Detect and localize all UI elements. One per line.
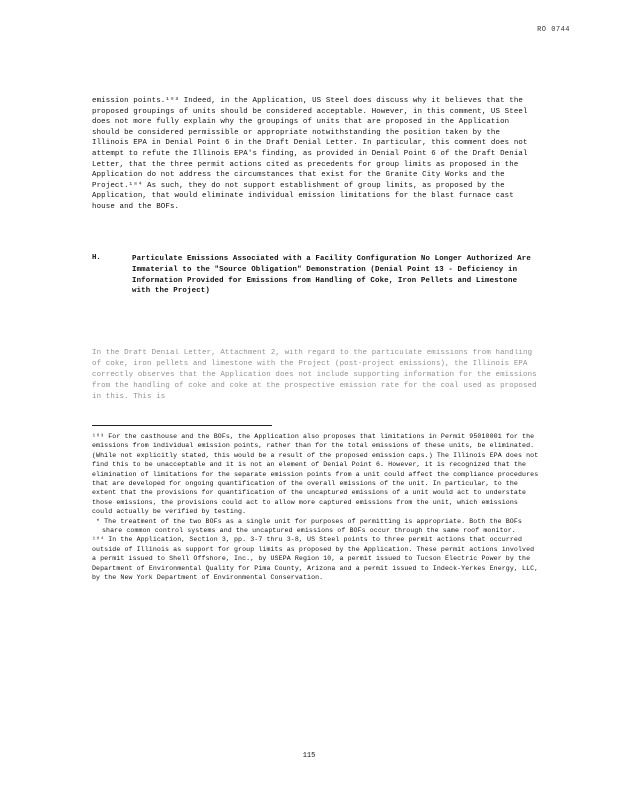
footnote-184: ¹⁸⁴ In the Application, Section 3, pp. 3-7 thru 3-8, US Steel points to three permit actions that occurred outside of Illinois as support for group limits as proposed by the Application. These permit actions involved a permit issued to Shell Offshore, Inc., by USEPA Region 10, a permit issued to Tucson Electric Power by the Department of Environmental Quality for Pima County, Arizona and a permit issued to Indeck-Yerkes Energy, LLC, by the New York Department of Environmental Conservation. [92,536,539,582]
document-code: RO 0744 [537,26,570,34]
body-paragraph: emission points.¹⁸³ Indeed, in the Application, US Steel does discuss why it believes that the proposed groupings of units should be considered acceptable. However, in this comment, US Steel does not more fully explain why the groupings of units that are proposed in the Application should be considered permissible or appropriate notwithstanding the position taken by the Illinois EPA in Denial Point 6 in the Draft Denial Letter. In particular, this comment does not attempt to refute the Illinois EPA's finding, as provided in Denial Point 6 of the Draft Denial Letter, that the three permit actions cited as precedents for group limits as proposed in the Application do not address the circumstances that exist for the Granite City Works and the Project.¹⁸⁴ As such, they do not support establishment of group limits, as proposed by the Application, that would eliminate individual emission limitations for the blast furnace cast house and the BOFs. [92,97,528,211]
section-number: H. [92,254,101,262]
footnotes-block [92,432,540,583]
page-number: 115 [302,752,316,760]
footnote-183-bullet: * The treatment of the two BOFs as a single unit for purposes of permitting is appropriate. Both the BOFs share common control systems and the uncaptured emissions of BOFs occur through the same roof monitor. [96,517,522,535]
faint-paragraph: In the Draft Denial Letter, Attachment 2, with regard to the particulate emissions from handling of coke, iron pellets and limestone with the Project (post-project emissions), the Illinois EPA correctly observes that the Application does not include supporting information for the emissions from the handling of coke and coke at the prospective emission rate for the coal used as proposed in this. This is [92,349,537,401]
footnote-183: ¹⁸³ For the casthouse and the BOFs, the Application also proposes that limitations in Permit 95010001 for the emissions from individual emission points, rather than for the total emissions of these units, be eliminated. (While not explicitly stated, this would be a result of the proposed emission caps.) The Illinois EPA does not find this to be unacceptable and it is not an element of Denial Point 6. However, it is recognized that the elimination of limitations for the separate emission points from a unit could affect the compliance procedures that are developed for ongoing quantification of the overall emissions of the unit. In particular, to the extent that the provisions for quantification of the uncaptured emissions of a unit would act to understate those emissions, the provisions could act to allow more captured emissions from the unit, which emissions could actually be verified by testing. [92,433,539,516]
footnote-divider [92,425,272,426]
section-title: Particulate Emissions Associated with a Facility Configuration No Longer Authorized Are Immaterial to the "Source Obligation" Demonstration (Denial Point 13 - Deficiency in Information Provided for Emissions from Handling of Coke, Iron Pellets and Limestone with the Project) [132,255,531,296]
